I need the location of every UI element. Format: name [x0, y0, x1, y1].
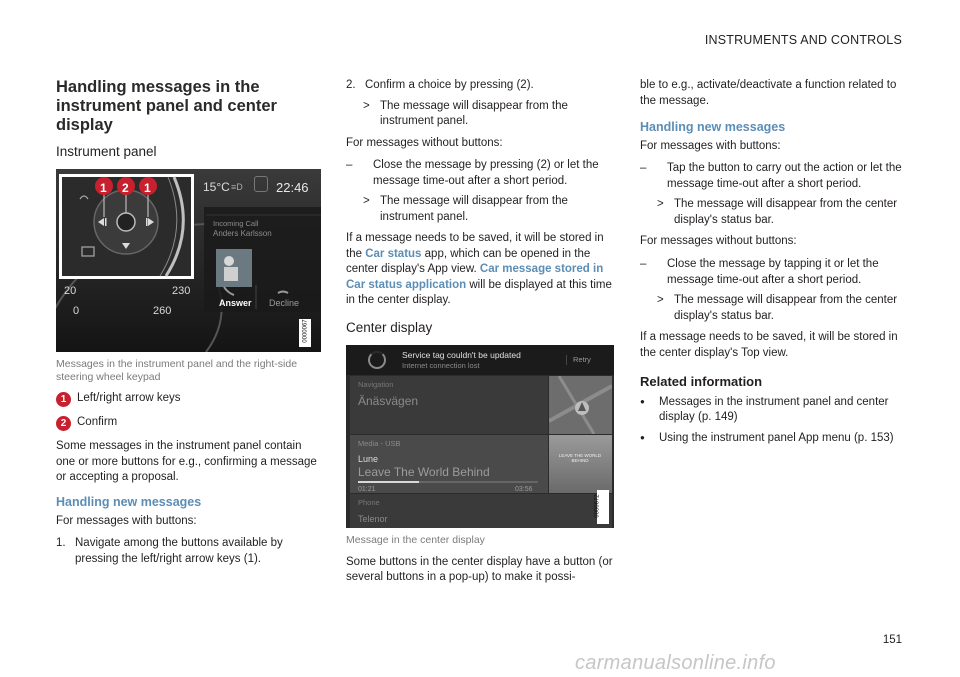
spinner-icon	[368, 351, 386, 369]
legend-item-2	[56, 415, 321, 431]
result-marker: >	[363, 195, 370, 208]
phone-label: Phone	[358, 497, 380, 507]
center-figure-caption: Message in the center display	[346, 533, 485, 546]
figure-code-box	[594, 490, 609, 524]
legend-badge-2: 2	[56, 416, 71, 431]
incoming-call-label: Incoming Call	[213, 219, 259, 229]
watermark: carmanualsonline.info	[575, 652, 776, 674]
gauge-label-0: 0	[73, 305, 80, 318]
media-time-total: 03:56	[515, 485, 533, 493]
step-2	[346, 78, 614, 94]
with-buttons-label: For messages with buttons:	[56, 514, 197, 527]
step-2-text: Confirm a choice by pressing (2).	[365, 79, 534, 91]
legend-item-1	[56, 391, 321, 407]
related-item-2[interactable]	[640, 431, 910, 447]
result-marker: >	[363, 99, 370, 112]
result-marker: >	[657, 294, 664, 307]
figure-code: 0000672	[594, 494, 601, 518]
related-information-heading: Related information	[640, 374, 763, 390]
paragraph-continued: ble to e.g., activate/deactivate a function related to the message.	[640, 79, 897, 107]
title-line-1: Handling messages in the	[56, 78, 260, 96]
dash-item-close	[640, 257, 910, 288]
dash-item-1-result-text: The message will disappear from the instrument panel.	[380, 195, 568, 223]
banner-subtitle: Internet connection lost	[402, 360, 480, 370]
badge-confirm: 2	[122, 181, 129, 196]
figure-code: 0000067	[302, 319, 309, 343]
paragraph-saving	[346, 231, 614, 309]
paragraph-buttons-continued: Some buttons in the center display have a button (or several buttons in a pop-up) to make it possi-	[346, 555, 613, 584]
with-buttons-label-2: For messages with buttons:	[640, 139, 781, 152]
saving-text-c: will be displayed at this time in the center display.	[346, 278, 612, 307]
gauge-label-260: 260	[153, 305, 172, 318]
gauge-label-20: 20	[64, 285, 77, 298]
phone-operator: Telenor	[358, 513, 388, 524]
phone-widget-icon	[254, 176, 268, 192]
dash-item-1	[346, 158, 614, 189]
heading-handling-new-messages: Handling new messages	[56, 494, 202, 509]
dash-item-close-text: Close the message by tapping it or let the message time-out after a short period.	[667, 258, 879, 286]
answer-button[interactable]: Answer	[219, 298, 252, 309]
related-item-1[interactable]	[640, 395, 910, 426]
step-1	[56, 536, 321, 567]
title-line-2: instrument panel and center display	[56, 96, 277, 134]
dash-item-tap-result	[640, 197, 910, 228]
step-2-result	[346, 99, 614, 130]
step-2-result-text: The message will disappear from the instrument panel.	[380, 99, 568, 128]
dash-marker: –	[346, 159, 353, 172]
column-1	[56, 78, 321, 572]
map-roads	[549, 376, 612, 434]
headlight-icon: ≡D	[231, 182, 243, 193]
map-thumbnail	[549, 376, 612, 434]
car-status-link: Car status	[365, 247, 422, 260]
caller-name: Anders Karlsson	[213, 229, 272, 239]
car-message-stored-link: Car message stored in Car status application	[346, 263, 604, 291]
media-label: Media - USB	[358, 438, 401, 448]
saving-text-b: app, which can be opened in the center display's App view.	[346, 247, 591, 276]
dash-marker: –	[640, 258, 647, 270]
paragraph-intro: Some messages in the instrument panel contain one or more buttons for e.g., confirming a message or accepting a proposal.	[56, 440, 317, 484]
without-buttons-label: For messages without buttons:	[346, 136, 503, 149]
step-1-number: 1.	[56, 537, 66, 550]
legend-text-1: Left/right arrow keys	[77, 392, 181, 405]
media-time-elapsed: 01:21	[358, 485, 376, 493]
result-marker: >	[657, 198, 664, 211]
dash-item-tap-result-text: The message will disappear from the center display's status bar.	[674, 198, 898, 226]
instrument-panel-figure	[56, 169, 321, 352]
dash-item-close-result-text: The message will disappear from the center display's status bar.	[674, 294, 898, 322]
decline-button[interactable]: Decline	[269, 298, 300, 309]
center-display-figure	[346, 345, 614, 528]
page-number: 151	[882, 634, 902, 646]
media-progress-track[interactable]	[358, 481, 538, 483]
outside-temp: 15°C	[203, 180, 230, 195]
phone-tile[interactable]	[350, 494, 612, 528]
step-2-number: 2.	[346, 79, 356, 91]
column-3	[640, 78, 910, 451]
retry-button[interactable]: Retry	[566, 355, 591, 365]
step-1-text: Navigate among the buttons available by pressing the left/right arrow keys (1).	[75, 537, 283, 565]
badge-right-arrow: 1	[144, 181, 151, 196]
gauge-label-230: 230	[172, 285, 191, 298]
dash-item-1-result	[346, 194, 614, 225]
dash-item-1-text: Close the message by pressing (2) or let the message time-out after a short period.	[373, 159, 599, 187]
dash-item-close-result	[640, 293, 910, 324]
dash-marker: –	[640, 162, 647, 175]
heading-handling-new-messages-2: Handling new messages	[640, 120, 786, 135]
bullet-icon: ●	[640, 396, 645, 406]
related-item-1-text: Messages in the instrument panel and center display (p. 149)	[659, 395, 889, 424]
dash-item-tap	[640, 161, 910, 192]
album-art-text: LEAVE THE WORLD BEHIND	[558, 452, 602, 464]
clock-time: 22:46	[276, 180, 309, 196]
media-artist: Lune	[358, 453, 379, 464]
album-art	[549, 435, 612, 493]
subhead-instrument-panel: Instrument panel	[56, 143, 157, 159]
legend-text-2: Confirm	[77, 416, 118, 429]
dash-item-tap-text: Tap the button to carry out the action or let the message time-out after a short period.	[667, 162, 902, 190]
navigation-label: Navigation	[358, 379, 394, 389]
column-2	[346, 78, 614, 593]
figure-caption: Messages in the instrument panel and the right-side steering wheel keypad	[56, 358, 298, 383]
paragraph-saving-top-view: If a message needs to be saved, it will be stored in the center display's Top view.	[640, 331, 898, 359]
related-item-2-text: Using the instrument panel App menu (p. 153)	[659, 431, 894, 444]
media-song: Leave The World Behind	[358, 464, 490, 479]
badge-left-arrow: 1	[100, 181, 107, 196]
without-buttons-label-2: For messages without buttons:	[640, 235, 797, 248]
banner-title: Service tag couldn't be updated	[402, 349, 521, 360]
bullet-icon: ●	[640, 432, 645, 442]
subhead-center-display: Center display	[346, 319, 433, 335]
saving-text-a: If a message needs to be saved, it will be stored in the	[346, 232, 604, 260]
media-progress-fill	[358, 481, 419, 483]
section-header: INSTRUMENTS AND CONTROLS	[704, 33, 902, 47]
navigation-street: Änäsvägen	[358, 393, 419, 408]
legend-badge-1: 1	[56, 392, 71, 407]
page-title	[56, 78, 321, 135]
